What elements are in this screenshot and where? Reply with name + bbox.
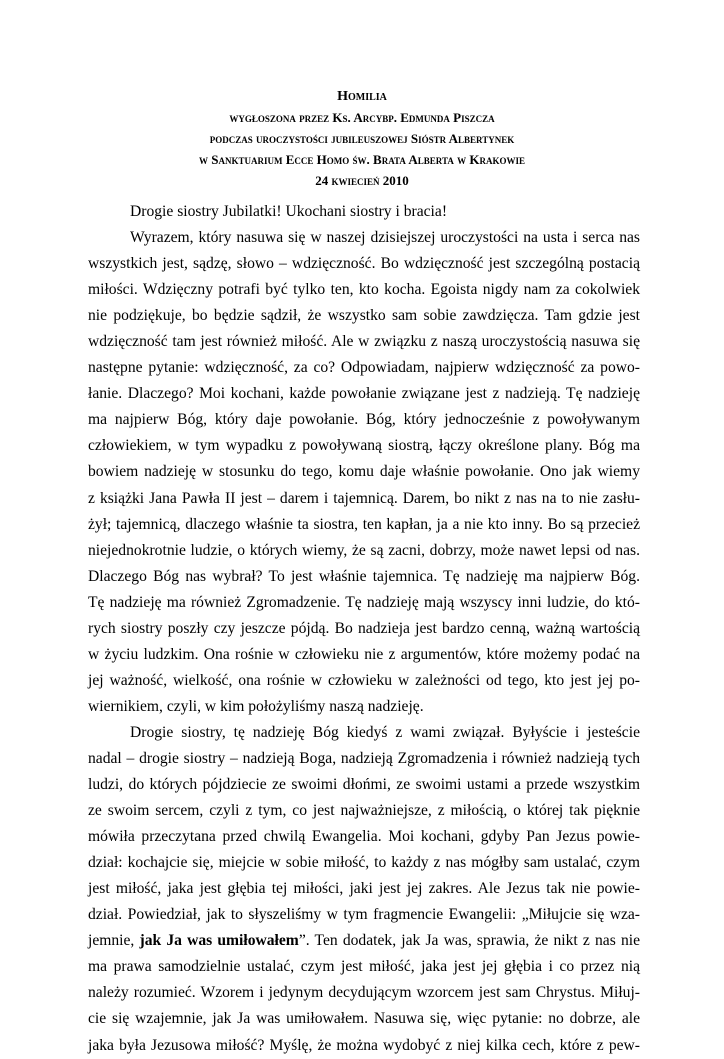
text-line: nie podziękuje, bo będzie sądził, że wszystko sam sobie zawdzięcza. Tam gdzie jest: [88, 307, 640, 325]
text-line: wszystkich jest, sądzę, słowo – wdzięczność. Bo wdzięczność jest szczególną postacią: [88, 255, 640, 273]
text-line: ze swoim sercem, czyli z tym, co jest najważniejsze, z miłością, o której tak pięknie: [88, 802, 640, 820]
text-line: rych siostry poszły czy jeszcze pójdą. Bo nadzieja jest bardzo cenną, ważną wartością: [88, 619, 640, 637]
text-line: dział. Powiedział, jak to słyszeliśmy w tym fragmencie Ewangelii: „Miłujcie się wza-: [88, 906, 640, 924]
text-line: jest miłość, jaka jest głębia tej miłości, jaki jest jej zakres. Ale Jezus tak nie powie-: [88, 880, 640, 898]
heading-date: 24 kwiecień 2010: [315, 173, 409, 188]
text-line: nadal – drogie siostry – nadzieją Boga, nadzieją Zgromadzenia i również nadzieją tych: [88, 749, 640, 767]
bold-quote: jak Ja was umiłowałem: [139, 932, 299, 950]
heading-occasion: podczas uroczystości jubileuszowej Sióstr Albertynek: [209, 131, 515, 146]
text-line: miłości. Wdzięczny potrafi być tylko ten, kto kocha. Egoista nigdy nam za cokolwiek: [88, 281, 640, 299]
text-line: ma prawa samodzielnie ustalać, czym jest miłość, jaka jest jej głębia i co przez nią: [88, 958, 640, 976]
text-line: następne pytanie: wdzięczność, za co? Odpowiadam, najpierw wdzięczność za powo-: [88, 359, 640, 377]
text-line: niejednokrotnie ludzie, o których wiemy, że są zacni, dobrzy, może nawet lepsi od nas.: [88, 541, 640, 559]
text-line: z książki Jana Pawła II jest – darem i tajemnicą. Darem, bo nikt z nas na to nie zasłu-: [88, 489, 640, 507]
text-line: Drogie siostry Jubilatki! Ukochani siostry i bracia!: [130, 203, 448, 220]
text-line: Drogie siostry, tę nadzieję Bóg kiedyś z wami związał. Byłyście i jesteście: [130, 723, 640, 741]
text-segment: ”. Ten dodatek, jak Ja was, sprawia, że nikt z nas nie: [298, 932, 641, 950]
text-line: dział: kochajcie się, miejcie w sobie miłość, to każdy z nas mógłby sam ustalać, czym: [88, 854, 640, 872]
text-line: Dlaczego Bóg nas wybrał? To jest właśnie tajemnica. Tę nadzieję ma najpierw Bóg.: [88, 567, 640, 585]
text-line-with-emphasis: [88, 928, 640, 954]
text-line: mówiła przeczytana przed chwilą Ewangelia. Moi kochani, gdyby Pan Jezus powie-: [88, 828, 640, 846]
text-line: jaka była Jezusowa miłość? Myślę, że można wydobyć z niej kilka cech, które z pew-: [88, 1036, 640, 1054]
text-line: człowiekiem, w tym wypadku z powoływaną siostrą, łączy określone plany. Bóg ma: [88, 437, 640, 455]
text-line: ma najpierw Bóg, który daje powołanie. Bóg, który jednocześnie z powoływanym: [88, 411, 640, 429]
text-line: jej ważność, wielkość, ona rośnie w człowieku w zależności od tego, kto jest jej po-: [88, 671, 640, 689]
text-line: wdzięczność tam jest również miłość. Ale w związku z naszą uroczystością nasuwa się: [88, 333, 640, 351]
text-line: wiernikiem, czyli, w kim położyliśmy naszą nadzieję.: [88, 697, 424, 715]
heading-author: wygłoszona przez Ks. Arcybp. Edmunda Piszcza: [229, 110, 495, 125]
text-line: łanie. Dlaczego? Moi kochani, każde powołanie związane jest z nadzieją. Tę nadzieję: [88, 385, 640, 403]
text-line: bowiem nadzieję w stosunku do tego, komu daje właśnie powołanie. Ono jak wiemy: [88, 463, 640, 481]
homily-heading: [0, 86, 724, 191]
text-line: Wyrazem, który nasuwa się w naszej dzisiejszej uroczystości na usta i serca nas: [130, 229, 640, 247]
text-line: cie się wzajemnie, jak Ja was umiłowałem. Nasuwa się, więc pytanie: no dobrze, ale: [88, 1010, 640, 1028]
text-segment: jemnie,: [88, 932, 140, 950]
text-line: ludzi, do których pójdziecie ze swoimi dłońmi, ze swoimi ustami a przede wszystkim: [88, 776, 640, 794]
heading-place: w Sanktuarium Ecce Homo św. Brata Alberta w Krakowie: [199, 152, 525, 167]
text-line: żył; tajemnicą, dlaczego właśnie ta siostra, ten kapłan, ja a nie kto inny. Bo są przecież: [88, 515, 640, 533]
heading-title: Homilia: [337, 89, 387, 104]
text-line: w życiu ludzkim. Ona rośnie w człowieku nie z argumentów, które możemy podać na: [88, 645, 640, 663]
homily-body: [88, 199, 640, 1059]
text-line: należy rozumieć. Wzorem i jedynym decydującym wzorcem jest sam Chrystus. Miłuj-: [88, 984, 640, 1002]
text-line: Tę nadzieję ma również Zgromadzenie. Tę nadzieję mają wszyscy inni ludzie, do któ-: [88, 593, 640, 611]
